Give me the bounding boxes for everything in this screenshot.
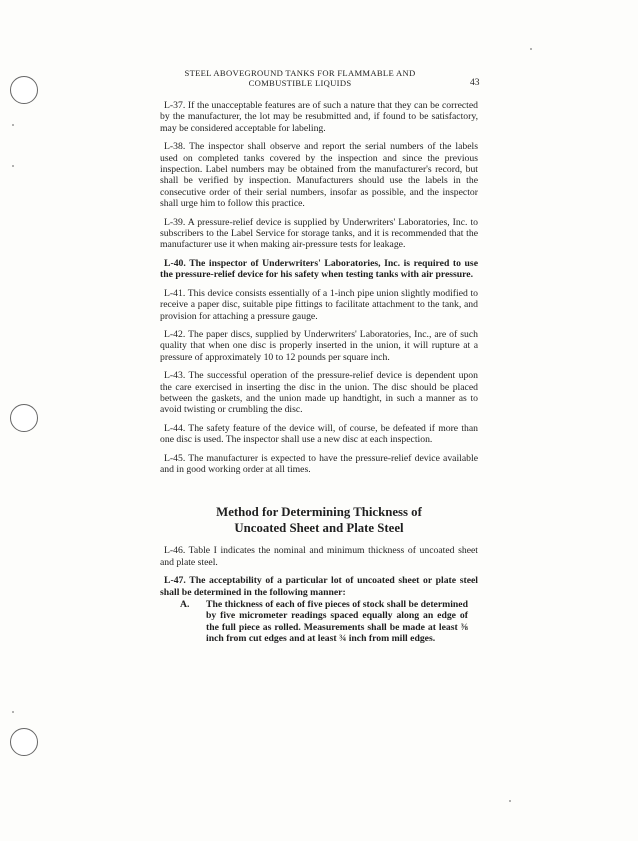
page-body xyxy=(160,100,478,645)
header-line-2: COMBUSTIBLE LIQUIDS xyxy=(248,78,352,88)
punch-hole-top xyxy=(10,76,38,104)
page-number: 43 xyxy=(470,78,480,88)
punch-hole-bottom xyxy=(10,728,38,756)
scan-speck xyxy=(530,48,532,50)
running-header xyxy=(140,68,460,88)
scan-speck xyxy=(509,800,511,802)
section-heading-line-2: Uncoated Sheet and Plate Steel xyxy=(234,520,404,535)
paragraph-l37: L-37. If the unacceptable features are of such a nature that they can be corrected by the manufacturer, the lot may be resubmitted and, if found to be satisfactory, may be considered acceptable for labeling. xyxy=(160,100,478,134)
paragraph-l46: L-46. Table I indicates the nominal and minimum thickness of uncoated sheet and plate steel. xyxy=(160,545,478,568)
paragraph-l40: L-40. The inspector of Underwriters' Laboratories, Inc. is required to use the pressure-relief device for his safety when testing tanks with air pressure. xyxy=(160,257,478,281)
subitem-text: The thickness of each of five pieces of stock shall be determined by five micrometer readings spaced equally along an edge of the full piece as rolled. Measurements shall be made at least ⅜ inch from cut edges and at least ¾ inch from mill edges. xyxy=(206,599,468,645)
subitem-a xyxy=(180,599,478,645)
scan-speck xyxy=(12,165,14,167)
paragraph-l38: L-38. The inspector shall observe and report the serial numbers of the labels used on completed tanks covered by the inspection and since the previous inspection. Label numbers may be obtained from the manufacturer's record, but shall be verified by inspection. Manufacturers should use the labels in the consecutive order of their serial numbers, insofar as possible, and the inspector shall urge him to follow this practice. xyxy=(160,141,478,210)
paragraph-l47: L-47. The acceptability of a particular lot of uncoated sheet or plate steel shall be determined in the following manner: xyxy=(160,575,478,598)
scan-speck xyxy=(12,124,14,126)
scan-speck xyxy=(12,711,14,713)
section-heading xyxy=(160,505,478,536)
paragraph-l44: L-44. The safety feature of the device will, of course, be defeated if more than one disc is used. The inspector shall use a new disc at each inspection. xyxy=(160,422,478,446)
paragraph-l41: L-41. This device consists essentially of a 1-inch pipe union slightly modified to receive a paper disc, suitable pipe fittings to facilitate attachment to the tank, and provision for attaching a pressure gauge. xyxy=(160,287,478,322)
header-line-1: STEEL ABOVEGROUND TANKS FOR FLAMMABLE AND xyxy=(184,68,416,78)
punch-hole-middle xyxy=(10,404,38,432)
subitem-label: A. xyxy=(180,599,190,610)
paragraph-l45: L-45. The manufacturer is expected to have the pressure-relief device available and in good working order at all times. xyxy=(160,452,478,475)
section-heading-line-1: Method for Determining Thickness of xyxy=(216,505,422,520)
paragraph-l43: L-43. The successful operation of the pressure-relief device is dependent upon the care exercised in inserting the disc in the union. The disc should be placed between the gaskets, and the union made up handtight, in such a manner as to avoid twisting or crumbling the disc. xyxy=(160,370,478,416)
paragraph-l39: L-39. A pressure-relief device is supplied by Underwriters' Laboratories, Inc. to subscribers to the Label Service for storage tanks, and it is recommended that the manufacturer use it when making air-pressure tests for leakage. xyxy=(160,216,478,251)
paragraph-l42: L-42. The paper discs, supplied by Underwriters' Laboratories, Inc., are of such quality that when one disc is properly inserted in the union, it will rupture at a pressure of approximately 10 to 12 pounds per square inch. xyxy=(160,328,478,363)
